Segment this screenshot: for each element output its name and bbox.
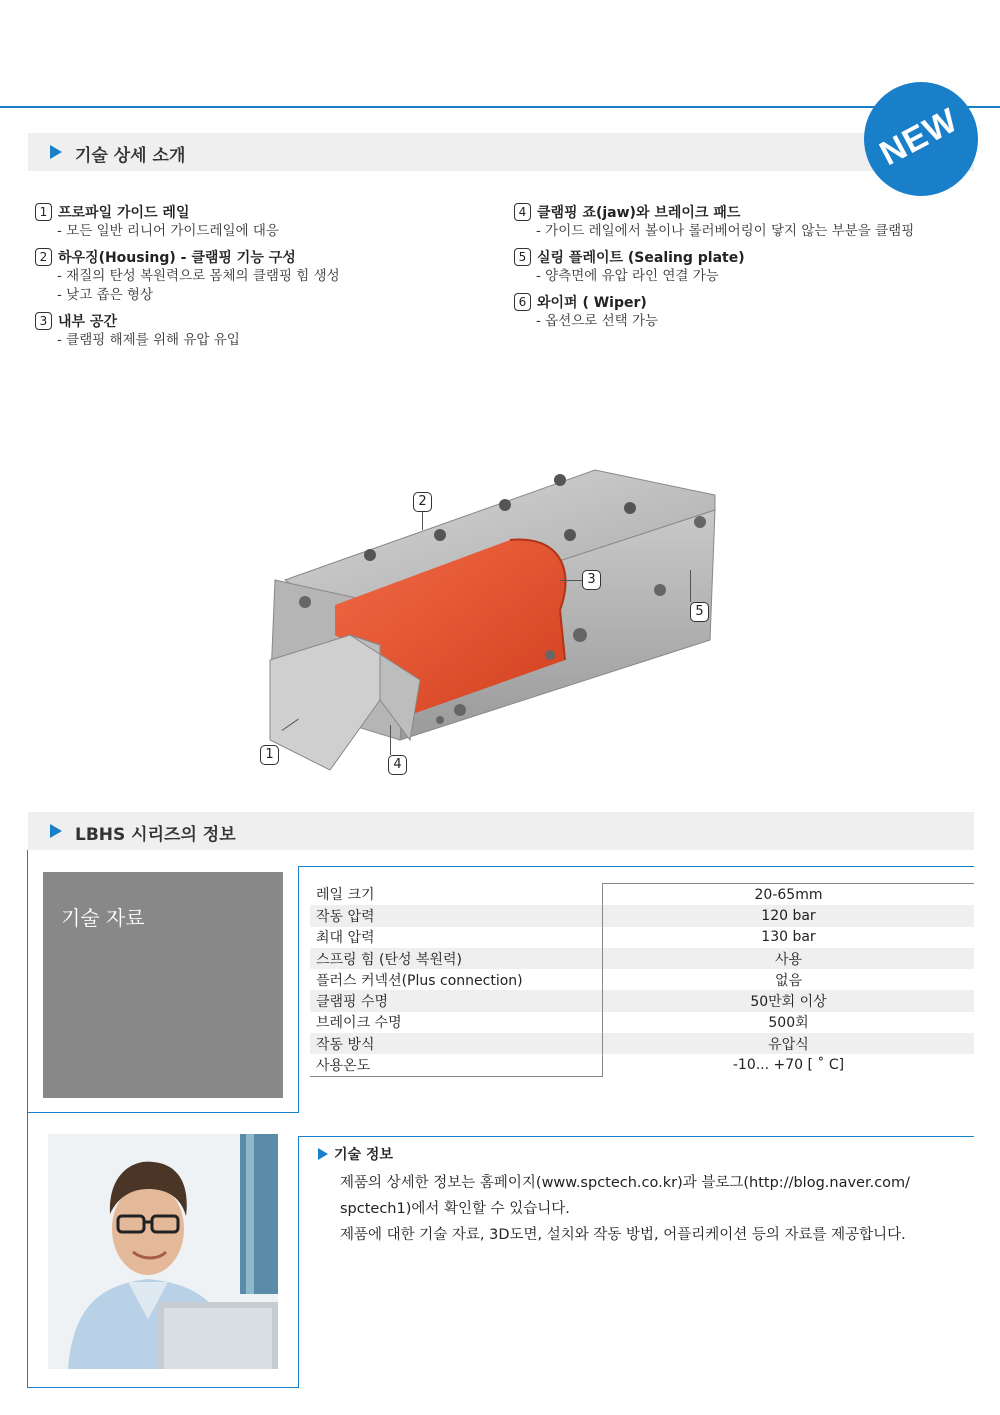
frame-line [27,1387,299,1388]
spec-key: 레일 크기 [316,887,375,904]
spec-value: 20-65mm [603,884,975,906]
frame-line [27,850,28,1388]
new-badge-label: NEW [873,100,965,174]
frame-line [298,1136,299,1388]
table-row [310,990,974,1011]
spec-value: 유압식 [603,1033,975,1054]
feature-5 [514,247,954,286]
section-header-tech-detail [28,133,974,171]
feature-title: 와이퍼 ( Wiper) [537,295,647,311]
table-row [310,1012,974,1033]
feature-title: 프로파일 가이드 레일 [58,205,190,221]
table-row [310,927,974,948]
feature-6 [514,292,954,331]
table-row [310,948,974,969]
spec-key: 최대 압력 [316,930,375,947]
feature-title: 내부 공간 [58,314,117,330]
table-row [310,884,974,906]
table-row [310,969,974,990]
feature-1 [35,202,475,241]
table-row [310,1033,974,1054]
feature-2 [35,247,475,305]
new-badge [864,82,978,196]
spec-value: 130 bar [603,927,975,948]
table-row [310,905,974,926]
frame-line [27,1112,299,1113]
callout-1: 1 [260,745,279,765]
spec-value: 500회 [603,1012,975,1033]
info-line-1: 제품의 상세한 정보는 홈페이지(www.spctech.co.kr)과 블로그(http://blog.naver.com/ [340,1175,911,1191]
frame-line [298,866,974,867]
callout-3: 3 [582,570,601,590]
leader-line [690,570,691,602]
spec-key: 플러스 커넥션(Plus connection) [316,972,523,989]
info-line-2: spctech1)에서 확인할 수 있습니다. [340,1201,570,1217]
feature-desc: - 클램핑 해제를 위해 유압 유입 [57,332,240,348]
info-line-3: 제품에 대한 기술 자료, 3D도면, 설치와 작동 방법, 어플리케이션 등의 자료를 제공합니다. [340,1227,906,1243]
section-header-series-info [28,812,974,850]
feature-number: 6 [514,293,531,311]
feature-4 [514,202,954,241]
feature-number: 4 [514,203,531,221]
frame-line [298,1136,974,1137]
callout-4: 4 [388,755,407,775]
section-title: LBHS 시리즈의 정보 [75,825,236,845]
spec-key: 브레이크 수명 [316,1015,402,1032]
feature-number: 2 [35,248,52,266]
spec-key: 클램핑 수명 [310,990,603,1011]
feature-desc: - 재질의 탄성 복원력으로 몸체의 클램핑 힘 생성 [57,268,340,284]
top-rule [0,106,1000,108]
feature-title: 하우징(Housing) - 클램핑 기능 구성 [58,250,296,266]
feature-desc: - 옵션으로 선택 가능 [536,313,659,329]
spec-value: 사용 [603,948,975,969]
triangle-bullet-icon [50,145,62,159]
feature-desc: - 모든 일반 리니어 가이드레일에 대응 [57,223,279,239]
leader-line [560,580,582,581]
spec-key: 작동 압력 [310,905,603,926]
engineer-photo [48,1134,278,1369]
spec-key: 작동 방식 [310,1033,603,1054]
callout-5: 5 [690,602,709,622]
spec-value: 50만회 이상 [603,990,975,1011]
section-title: 기술 상세 소개 [75,146,186,166]
leader-line [422,512,423,530]
info-title: 기술 정보 [334,1147,393,1163]
feature-number: 1 [35,203,52,221]
leader-line [390,725,391,755]
feature-3 [35,311,475,350]
frame-line [298,866,299,1113]
feature-title: 클램핑 죠(jaw)와 브레이크 패드 [537,205,741,221]
feature-title: 실링 플레이트 (Sealing plate) [537,250,745,266]
spec-value: 없음 [603,969,975,990]
callout-2: 2 [413,492,432,512]
spec-value: -10... +70 [ ˚ C] [603,1054,975,1076]
triangle-bullet-icon [50,824,62,838]
tech-data-label: 기술 자료 [61,906,145,930]
clamp-unit-illustration [260,450,730,790]
feature-desc: - 낮고 좁은 형상 [57,287,153,303]
tech-data-box [43,872,283,1098]
spec-key: 사용온도 [310,1054,603,1076]
feature-desc: - 가이드 레일에서 볼이나 롤러베어링이 닿지 않는 부분을 클램핑 [536,223,915,239]
feature-desc: - 양측면에 유압 라인 연결 가능 [536,268,719,284]
feature-number: 3 [35,312,52,330]
spec-value: 120 bar [603,905,975,926]
table-row [310,1054,974,1076]
feature-number: 5 [514,248,531,266]
spec-table [310,883,974,1077]
triangle-bullet-icon [318,1148,328,1160]
spec-key: 스프링 힘 (탄성 복원력) [310,948,603,969]
